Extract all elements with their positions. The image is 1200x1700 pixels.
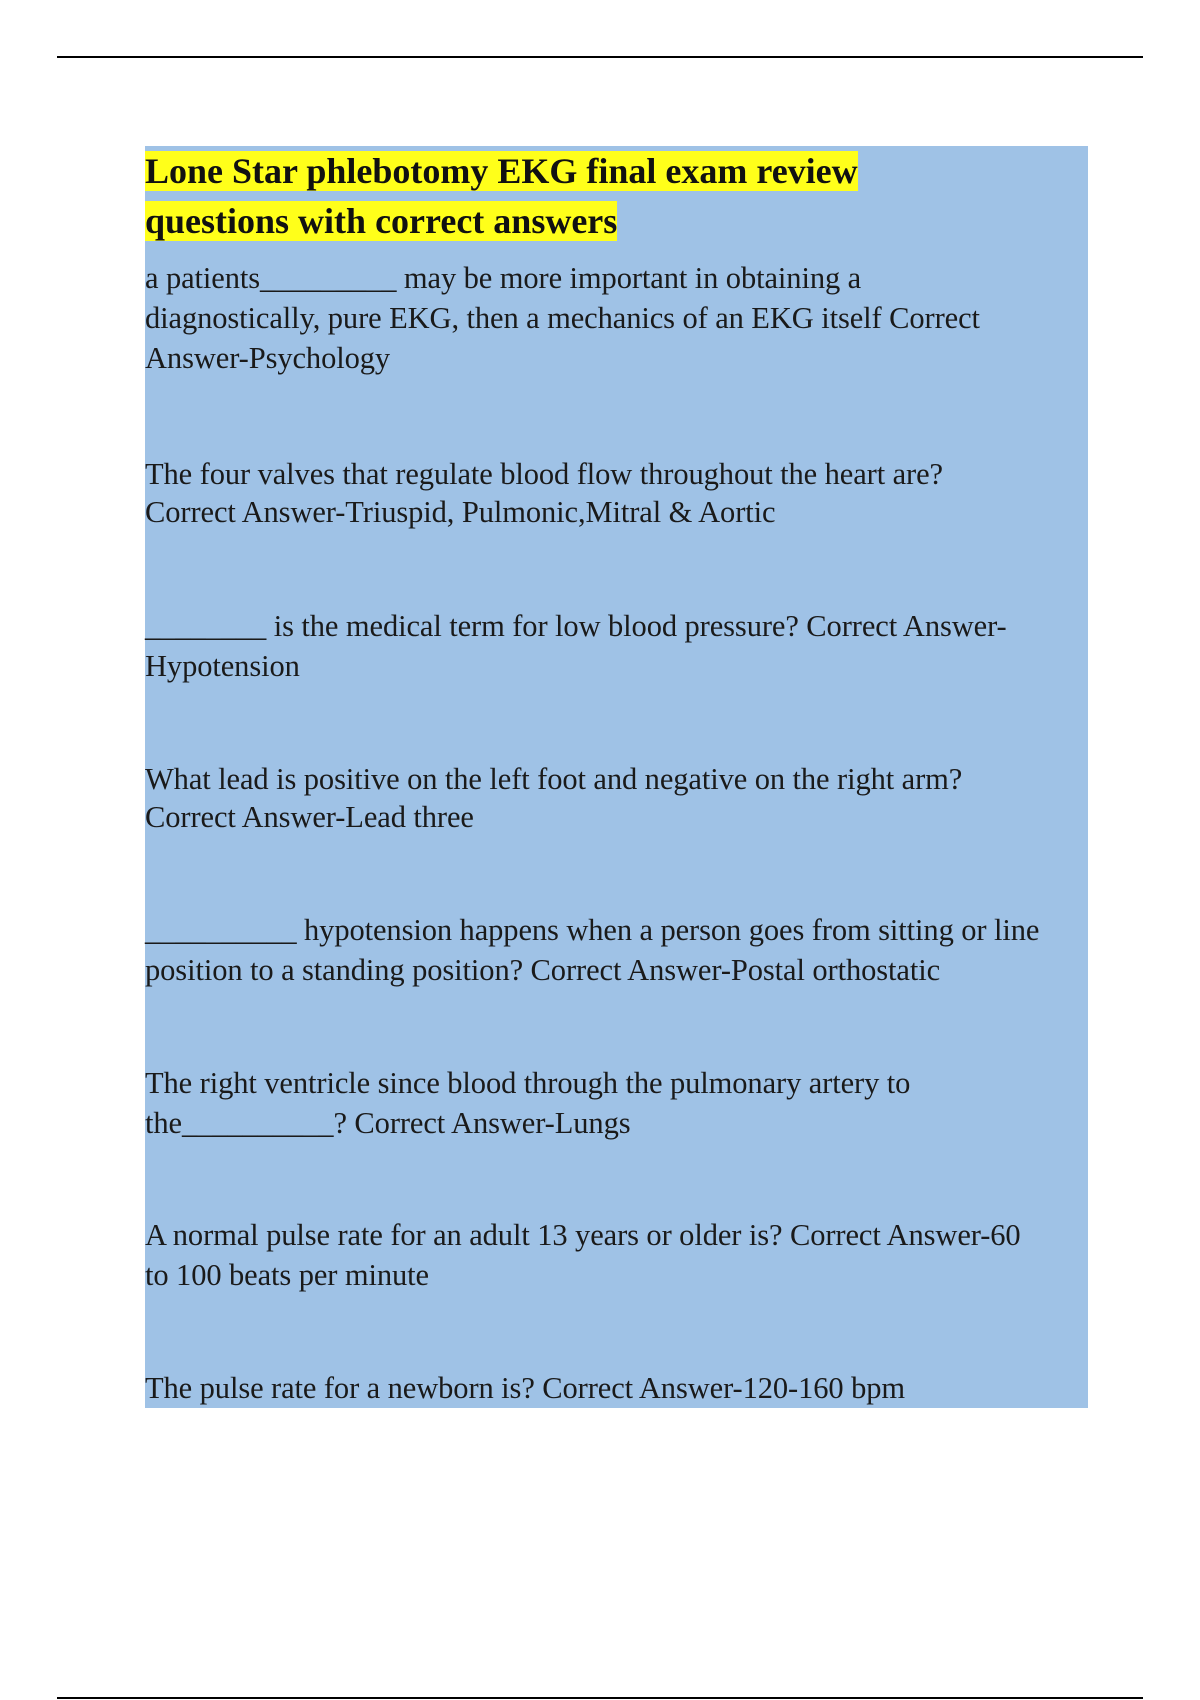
qa-item-2	[145, 455, 1088, 531]
qa-line: A normal pulse rate for an adult 13 years or older is? Correct Answer-60	[145, 1218, 1021, 1252]
qa-line: The pulse rate for a newborn is? Correct Answer-120-160 bpm	[145, 1371, 905, 1405]
qa-item-5	[145, 910, 1088, 990]
qa-item-3	[145, 606, 1088, 686]
qa-line: diagnostically, pure EKG, then a mechanics of an EKG itself Correct	[145, 301, 980, 335]
qa-line: Answer-Psychology	[145, 341, 391, 375]
qa-line: position to a standing position? Correct Answer-Postal orthostatic	[145, 953, 941, 987]
qa-line: __________ hypotension happens when a person goes from sitting or line	[145, 913, 1040, 947]
qa-line: the__________? Correct Answer-Lungs	[145, 1106, 631, 1140]
top-rule	[57, 56, 1143, 58]
qa-line: a patients_________ may be more important in obtaining a	[145, 261, 862, 295]
document-title	[145, 146, 945, 246]
qa-line: ________ is the medical term for low blood pressure? Correct Answer-	[145, 609, 1007, 643]
qa-item-7	[145, 1215, 1088, 1295]
qa-item-4	[145, 760, 1088, 836]
bottom-rule	[57, 1697, 1143, 1699]
qa-item-6	[145, 1063, 1088, 1143]
qa-item-8	[145, 1368, 1088, 1408]
qa-line: The right ventricle since blood through the pulmonary artery to	[145, 1066, 911, 1100]
qa-item-1	[145, 258, 1088, 378]
qa-line: The four valves that regulate blood flow throughout the heart are?	[145, 457, 943, 491]
qa-line: Correct Answer-Triuspid, Pulmonic,Mitral & Aortic	[145, 495, 776, 529]
qa-line: to 100 beats per minute	[145, 1258, 429, 1292]
title-line-1: Lone Star phlebotomy EKG final exam review	[145, 151, 858, 191]
qa-line: Correct Answer-Lead three	[145, 800, 474, 834]
qa-line: What lead is positive on the left foot and negative on the right arm?	[145, 762, 963, 796]
title-line-2: questions with correct answers	[145, 201, 618, 241]
qa-line: Hypotension	[145, 649, 300, 683]
